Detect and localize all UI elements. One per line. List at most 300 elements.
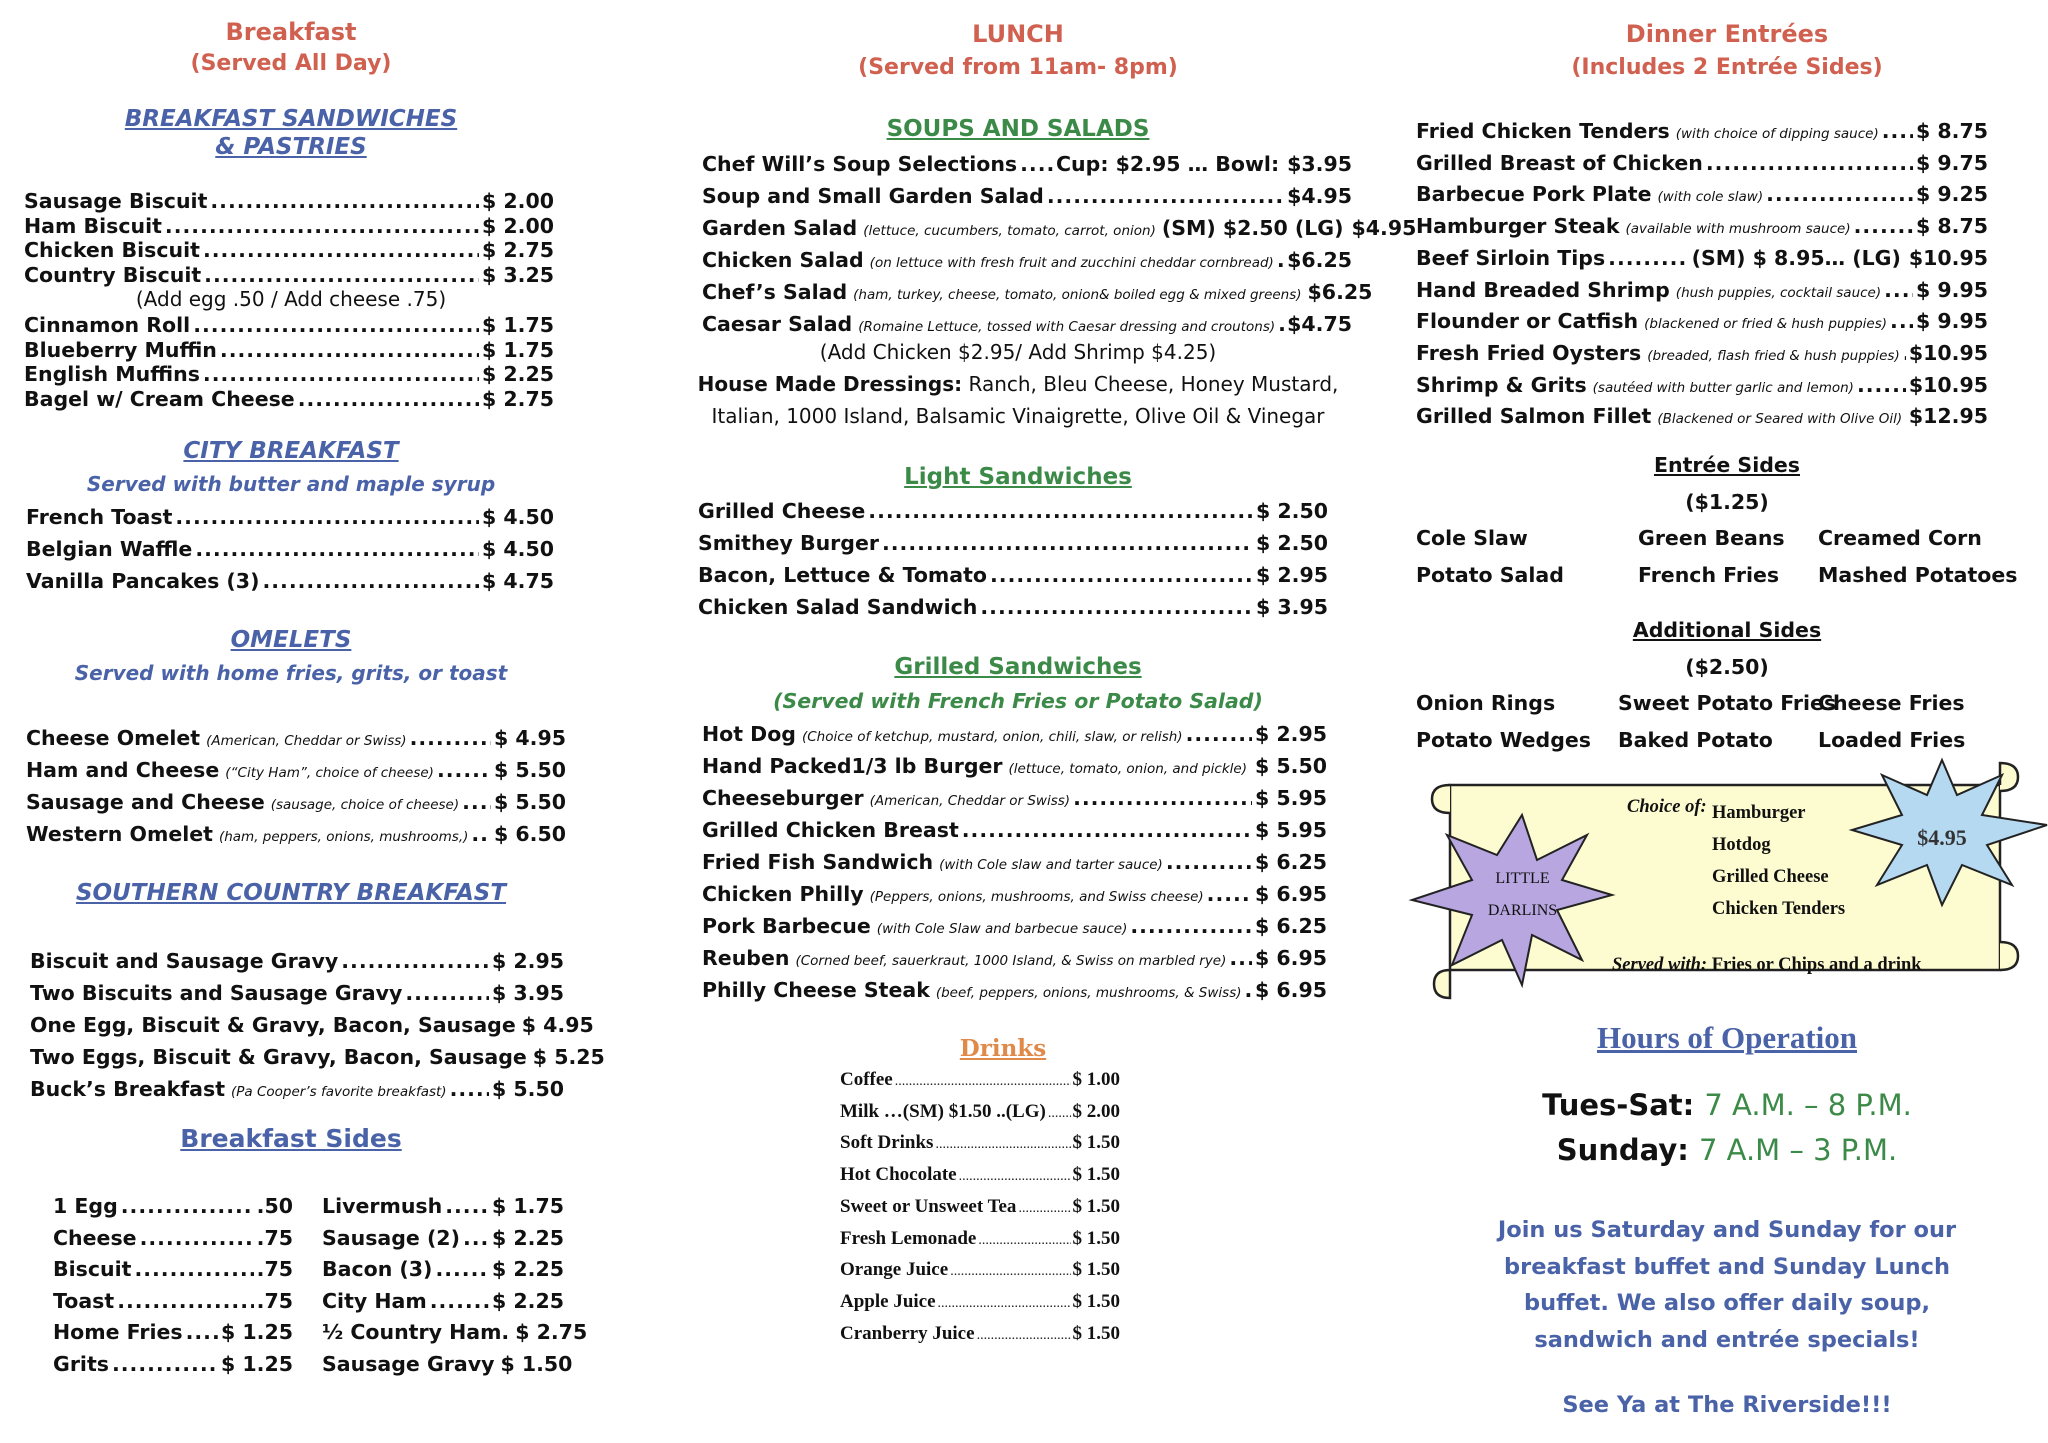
menu-item-row	[26, 821, 566, 847]
leader-dots	[962, 817, 1252, 843]
item-price: $ 1.25	[221, 1351, 293, 1376]
menu-item-row	[53, 1225, 293, 1251]
item-description: (sausage, choice of cheese)	[270, 797, 460, 813]
item-description: (blackened or fried & hush puppies)	[1644, 316, 1888, 333]
leader-dots	[1882, 118, 1913, 144]
item-price: $ 4.95	[521, 1013, 594, 1037]
item-name: Soup and Small Garden Salad	[702, 184, 1044, 208]
leader-dots	[175, 504, 479, 530]
item-price: $ 9.25	[1916, 182, 1988, 207]
dressings-list-1: Ranch, Bleu Cheese, Honey Mustard,	[968, 372, 1339, 396]
item-price: .75	[256, 1288, 293, 1313]
side-item: Mashed Potatoes	[1818, 563, 2018, 587]
item-name: Fried Fish Sandwich	[702, 850, 934, 874]
leader-dots	[882, 530, 1253, 556]
item-name: Grilled Chicken Breast	[702, 818, 959, 842]
leader-dots	[990, 562, 1253, 588]
item-price: $6.25	[1287, 248, 1352, 272]
served-with-text: Fries or Chips and a drink	[1711, 955, 1922, 975]
menu-item-row	[24, 312, 554, 338]
dinner-subtitle: (Includes 2 Entrée Sides)	[1571, 55, 1883, 80]
menu-item-row	[24, 337, 554, 363]
item-name: Grilled Salmon Fillet	[1416, 404, 1652, 429]
item-price: $ 2.50	[1256, 499, 1328, 523]
item-price: $ 1.25	[221, 1320, 293, 1344]
side-item: French Fries	[1638, 563, 1780, 587]
leader-dots	[959, 1169, 1071, 1185]
leader-dots	[203, 237, 479, 263]
item-name: Biscuit	[53, 1257, 132, 1281]
item-description: (breaded, flash fried & hush puppies)	[1647, 347, 1900, 364]
item-name: Two Biscuits and Sausage Gravy	[30, 981, 403, 1005]
item-name: ½ Country Ham.	[322, 1320, 510, 1344]
breakfast-title: Breakfast	[225, 18, 357, 46]
side-item: Sweet Potato Fries	[1618, 691, 1837, 715]
grilled-sandwiches-note: (Served with French Fries or Potato Salad)	[773, 689, 1263, 713]
dinner-title: Dinner Entrées	[1625, 20, 1829, 48]
item-name: Chicken Salad Sandwich	[698, 595, 978, 619]
menu-item-row	[1416, 213, 1988, 239]
item-description: (ham, turkey, cheese, tomato, onion& boiled egg & mixed greens)	[853, 287, 1302, 303]
leader-dots	[463, 1225, 489, 1251]
menu-item-row	[1416, 245, 1988, 271]
item-name: Fresh Fried Oysters	[1416, 340, 1642, 365]
item-name: Biscuit and Sausage Gravy	[30, 949, 339, 973]
menu-item-row	[53, 1351, 293, 1377]
item-name: Buck’s Breakfast	[30, 1077, 225, 1101]
leader-dots	[1706, 150, 1913, 176]
drink-name: Hot Chocolate	[840, 1164, 957, 1186]
addon-note: (Add egg .50 / Add cheese .75)	[135, 287, 447, 311]
item-description: (Romaine Lettuce, tossed with Caesar dressing and croutons)	[858, 319, 1276, 335]
item-price: $ 8.75	[1916, 214, 1988, 239]
leader-dots	[1130, 913, 1252, 939]
kids-choice: Grilled Cheese	[1712, 867, 1829, 887]
leader-dots	[1207, 881, 1252, 907]
leader-dots	[935, 1137, 1070, 1153]
item-price: $4.95	[1351, 216, 1417, 240]
item-name: Caesar Salad	[702, 312, 853, 336]
menu-item-row	[30, 980, 564, 1006]
item-name: Barbecue Pork Plate	[1416, 182, 1652, 207]
leader-dots	[895, 1074, 1071, 1090]
menu-item-row	[24, 361, 554, 387]
item-name: Hand Packed1/3 lb Burger	[702, 754, 1003, 778]
drink-name: Fresh Lemonade	[840, 1227, 977, 1249]
menu-item-row	[1416, 340, 1988, 366]
item-size-prices: Cup: $2.95 … Bowl:	[1056, 152, 1280, 176]
leader-dots	[298, 386, 479, 412]
item-price: $10.95	[1908, 340, 1988, 365]
item-name: Garden Salad	[702, 216, 858, 240]
item-name: Cinnamon Roll	[24, 313, 191, 337]
lunch-subtitle: (Served from 11am- 8pm)	[858, 55, 1178, 80]
leader-dots	[1857, 372, 1906, 398]
item-price: $ 2.95	[492, 949, 564, 973]
leader-dots	[1905, 403, 1906, 429]
item-name: Belgian Waffle	[26, 537, 193, 561]
badge-line-2: DARLINS	[1487, 902, 1558, 919]
menu-item-row	[702, 247, 1352, 273]
menu-item-row	[702, 977, 1327, 1003]
drink-price: $ 1.50	[1072, 1259, 1120, 1281]
item-size-prices: (SM) $ 8.95… (LG)	[1691, 245, 1901, 270]
leader-dots	[195, 536, 479, 562]
menu-item-row	[24, 262, 554, 288]
item-price: $10.95	[1908, 245, 1988, 270]
item-description: (beef, peppers, onions, mushrooms, & Swiss)	[935, 985, 1242, 1001]
hours-time-2: 7 A.M – 3 P.M.	[1698, 1133, 1898, 1167]
side-item: Green Beans	[1638, 526, 1785, 550]
item-name: Fried Chicken Tenders	[1416, 119, 1670, 143]
item-description: (Pa Cooper’s favorite breakfast)	[231, 1084, 447, 1100]
item-description: (Blackened or Seared with Olive Oil)	[1657, 411, 1903, 428]
item-price: $ 4.75	[482, 569, 554, 593]
drink-price: $ 1.50	[1072, 1322, 1120, 1344]
southern-heading: SOUTHERN COUNTRY BREAKFAST	[75, 880, 507, 906]
item-description: (American, Cheddar or Swiss)	[869, 793, 1071, 809]
item-name: Ham Biscuit	[24, 213, 162, 238]
item-name: Country Biscuit	[24, 262, 202, 287]
item-price: $4.75	[1287, 312, 1352, 336]
sandwiches-heading-2: & PASTRIES	[215, 134, 367, 160]
item-description: (ham, peppers, onions, mushrooms,)	[218, 829, 469, 845]
menu-item-row	[26, 536, 554, 562]
menu-item-row	[702, 311, 1352, 337]
lunch-title: LUNCH	[972, 20, 1064, 48]
leader-dots	[1018, 1201, 1070, 1217]
leader-dots	[117, 1288, 253, 1314]
item-name: Bacon, Lettuce & Tomato	[698, 563, 988, 587]
item-name: Sausage and Cheese	[26, 790, 265, 814]
menu-item-row	[30, 1044, 605, 1070]
menu-item-row	[702, 913, 1327, 939]
drink-name: Apple Juice	[840, 1290, 936, 1312]
soups-salads-heading: SOUPS AND SALADS	[886, 116, 1150, 142]
entree-sides-price: ($1.25)	[1685, 490, 1769, 514]
item-price: $ 5.50	[492, 1077, 564, 1101]
leader-dots	[112, 1351, 218, 1377]
item-description: (Peppers, onions, mushrooms, and Swiss cheese)	[869, 889, 1204, 905]
leader-dots	[1073, 785, 1252, 811]
side-item: Baked Potato	[1618, 728, 1773, 752]
item-name: Hamburger Steak	[1416, 214, 1620, 239]
item-name: Two Eggs, Biscuit & Gravy, Bacon, Sausage	[30, 1045, 527, 1069]
menu-item-row	[702, 183, 1352, 209]
menu-item-row	[702, 849, 1327, 875]
menu-item-row	[702, 785, 1327, 811]
menu-item-row	[26, 757, 566, 783]
drink-name: Soft Drinks	[840, 1132, 934, 1154]
hours-heading: Hours of Operation	[1596, 1020, 1858, 1055]
leader-dots	[262, 568, 479, 594]
leader-dots	[1186, 721, 1252, 747]
item-name: Vanilla Pancakes (3)	[26, 569, 260, 593]
menu-item-row	[702, 753, 1327, 779]
menu-item-row	[1416, 181, 1988, 207]
item-price: $ 4.50	[482, 505, 554, 529]
item-price: $ 3.95	[492, 981, 564, 1005]
item-price: $ 2.25	[492, 1288, 564, 1313]
sandwiches-heading: BREAKFAST SANDWICHES	[124, 106, 458, 132]
item-description: (hush puppies, cocktail sauce)	[1675, 284, 1882, 301]
item-price: $12.95	[1908, 404, 1988, 429]
menu-item-row	[322, 1288, 564, 1314]
drink-name: Milk …(SM) $1.50 ..(LG)	[840, 1100, 1046, 1122]
drink-name: Orange Juice	[840, 1259, 949, 1281]
promo-line: Join us Saturday and Sunday for our	[1497, 1217, 1957, 1243]
item-price: $ 2.75	[482, 386, 554, 411]
menu-item-row	[322, 1256, 564, 1282]
kids-served-with	[1612, 955, 1922, 976]
menu-item-row	[702, 881, 1327, 907]
item-description: (Corned beef, sauerkraut, 1000 Island, & Swiss on marbled rye)	[795, 953, 1227, 969]
leader-dots	[410, 725, 491, 751]
side-item: Creamed Corn	[1818, 526, 1982, 550]
hours-days-2: Sunday:	[1556, 1133, 1689, 1167]
drinks-heading: Drinks	[959, 1035, 1047, 1062]
item-name: Grilled Cheese	[698, 499, 866, 523]
item-name: Pork Barbecue	[702, 914, 871, 938]
promo-line: breakfast buffet and Sunday Lunch	[1504, 1253, 1950, 1280]
item-price: $ 3.95	[1256, 595, 1328, 619]
leader-dots	[186, 1319, 218, 1345]
leader-dots	[165, 213, 479, 239]
item-description: (American, Cheddar or Swiss)	[206, 733, 407, 749]
menu-item-row	[24, 237, 554, 263]
drink-row	[840, 1323, 1120, 1345]
item-price: $ 3.25	[482, 262, 554, 287]
badge-line-1: LITTLE	[1495, 870, 1550, 887]
menu-item-row	[702, 817, 1327, 843]
leader-dots	[140, 1225, 254, 1251]
dressings-line-1	[688, 372, 1348, 396]
item-name: Toast	[53, 1288, 115, 1313]
item-name: Grilled Breast of Chicken	[1416, 150, 1703, 175]
menu-item-row	[24, 213, 554, 239]
item-price: $ 2.00	[482, 213, 554, 238]
menu-item-row	[26, 568, 554, 594]
kids-menu-banner	[1372, 745, 2048, 1030]
kids-choice: Chicken Tenders	[1712, 899, 1846, 919]
item-name: Smithey Burger	[698, 531, 879, 555]
item-name: One Egg, Biscuit & Gravy, Bacon, Sausage	[30, 1013, 516, 1037]
item-price: .50	[256, 1194, 293, 1218]
item-price: .75	[256, 1225, 293, 1250]
menu-item-row	[702, 945, 1327, 971]
kids-choices-list	[1712, 797, 1845, 925]
item-name: French Toast	[26, 505, 173, 529]
item-description: (Choice of ketchup, mustard, onion, chili, slaw, or relish)	[801, 729, 1183, 745]
drink-row	[840, 1196, 1120, 1218]
drink-row	[840, 1164, 1120, 1186]
drink-row	[840, 1069, 1120, 1091]
item-name: Philly Cheese Steak	[702, 978, 930, 1002]
drink-row	[840, 1228, 1120, 1250]
menu-item-row	[26, 789, 566, 815]
item-name: Cheeseburger	[702, 786, 864, 810]
item-name: Hand Breaded Shrimp	[1416, 277, 1670, 302]
item-name: Chef’s Salad	[702, 280, 848, 304]
menu-item-row	[322, 1193, 564, 1219]
leader-dots	[1245, 977, 1253, 1003]
item-price: $ 2.75	[482, 238, 554, 262]
item-name: Sausage (2)	[322, 1225, 460, 1250]
menu-item-row	[702, 215, 1417, 241]
drink-row	[840, 1291, 1120, 1313]
item-price: $ 4.50	[482, 537, 554, 561]
item-price: $ 5.50	[1255, 754, 1327, 778]
side-item: Onion Rings	[1416, 691, 1556, 715]
menu-item-row	[53, 1319, 293, 1345]
omelets-note: Served with home fries, grits, or toast	[74, 661, 508, 685]
item-price: $ 2.95	[1256, 563, 1328, 587]
leader-dots	[1048, 1106, 1071, 1122]
item-price: $ 2.75	[515, 1320, 588, 1344]
item-name: Reuben	[702, 946, 790, 970]
leader-dots	[437, 757, 491, 783]
item-price: $ 2.00	[482, 189, 554, 213]
item-price: $ 5.95	[1255, 786, 1327, 810]
drink-row	[840, 1132, 1120, 1154]
grilled-sandwiches-heading: Grilled Sandwiches	[894, 654, 1142, 680]
side-item: Potato Salad	[1416, 563, 1564, 587]
leader-dots	[950, 1264, 1070, 1280]
item-name: Chicken Philly	[702, 882, 864, 906]
item-name: English Muffins	[24, 362, 200, 386]
light-sandwiches-heading: Light Sandwiches	[904, 464, 1132, 490]
menu-item-row	[702, 279, 1373, 305]
menu-item-row	[53, 1256, 293, 1282]
little-darlins-badge	[1460, 863, 1585, 927]
breakfast-sides-heading: Breakfast Sides	[180, 1124, 402, 1153]
leader-dots	[977, 1328, 1071, 1344]
item-price: $ 6.95	[1255, 882, 1327, 906]
item-price: .75	[256, 1257, 293, 1281]
leader-dots	[341, 948, 489, 974]
item-price: $ 2.95	[1255, 722, 1327, 746]
item-price: $ 9.95	[1916, 277, 1988, 302]
leader-dots	[1250, 753, 1252, 779]
leader-dots	[450, 1076, 489, 1102]
item-description: (available with mushroom sauce)	[1625, 221, 1851, 238]
promo-text	[1412, 1212, 2042, 1358]
leader-dots	[204, 262, 479, 288]
drink-price: $ 1.00	[1072, 1069, 1120, 1090]
item-price: $3.95	[1287, 152, 1352, 176]
leader-dots	[1608, 245, 1688, 271]
item-price: $10.95	[1908, 372, 1988, 397]
side-item: Cheese Fries	[1818, 691, 1965, 715]
leader-dots	[1229, 945, 1252, 971]
item-price: $ 5.50	[494, 790, 566, 814]
leader-dots	[1766, 181, 1913, 207]
leader-dots	[1047, 183, 1284, 209]
item-name: Grits	[53, 1351, 109, 1376]
leader-dots	[1890, 308, 1913, 334]
menu-item-row	[1416, 403, 1988, 429]
item-name: Hot Dog	[702, 722, 796, 746]
item-price: $ 6.95	[1255, 946, 1327, 970]
leader-dots	[1884, 277, 1913, 303]
item-name: Western Omelet	[26, 822, 213, 846]
item-price: $ 1.50	[500, 1351, 573, 1376]
menu-item-row	[698, 562, 1328, 588]
menu-item-row	[26, 504, 554, 530]
item-description: (with Cole slaw and tarter sauce)	[939, 857, 1163, 873]
leader-dots	[980, 594, 1253, 620]
dressings-line-2: Italian, 1000 Island, Balsamic Vinaigrette, Olive Oil & Vinegar	[711, 404, 1325, 428]
leader-dots	[445, 1193, 489, 1219]
item-name: Flounder or Catfish	[1416, 309, 1639, 334]
item-price: $ 2.25	[482, 362, 554, 386]
item-name: Chicken Biscuit	[24, 238, 200, 262]
item-price: $ 5.50	[494, 758, 566, 782]
leader-dots	[1277, 247, 1284, 273]
menu-item-row	[24, 386, 554, 412]
item-description: (“City Ham”, choice of cheese)	[225, 765, 434, 781]
leader-dots	[1020, 151, 1053, 177]
leader-dots	[210, 188, 479, 214]
hours-time-1: 7 A.M. – 8 P.M.	[1704, 1088, 1912, 1122]
item-price: $ 6.25	[1255, 914, 1327, 938]
drink-price: $ 1.50	[1072, 1195, 1120, 1217]
promo-line: sandwich and entrée specials!	[1534, 1326, 1920, 1353]
drink-name: Coffee	[840, 1069, 893, 1090]
hours-days-1: Tues-Sat:	[1542, 1088, 1695, 1122]
item-price: $ 9.75	[1916, 150, 1988, 175]
leader-dots	[220, 337, 479, 363]
breakfast-subtitle: (Served All Day)	[190, 51, 392, 76]
menu-item-row	[1416, 150, 1988, 176]
menu-item-row	[322, 1351, 573, 1377]
city-breakfast-heading: CITY BREAKFAST	[183, 438, 399, 464]
drink-row	[840, 1101, 1120, 1123]
item-price: $ 2.25	[492, 1257, 564, 1281]
side-item: Potato Wedges	[1416, 728, 1592, 752]
item-price: $ 6.25	[1255, 850, 1327, 874]
item-price: $ 4.95	[494, 726, 566, 750]
promo-line: buffet. We also offer daily soup,	[1523, 1290, 1931, 1316]
item-description: (on lettuce with fresh fruit and zucchini cheddar cornbread)	[869, 255, 1274, 271]
drink-row	[840, 1259, 1120, 1281]
leader-dots	[134, 1256, 253, 1282]
item-description: (lettuce, tomato, onion, and pickle)	[1008, 761, 1247, 777]
item-price: $ 6.50	[494, 822, 566, 846]
item-name: Bacon (3)	[322, 1257, 433, 1281]
additional-sides-heading: Additional Sides	[1632, 618, 1822, 642]
item-description: (with cole slaw)	[1657, 189, 1764, 206]
item-name: Blueberry Muffin	[24, 337, 217, 362]
menu-item-row	[30, 948, 564, 974]
item-description: (lettuce, cucumbers, tomato, carrot, onion)	[863, 223, 1156, 239]
item-price: $ 1.75	[482, 337, 554, 362]
menu-item-row	[53, 1193, 293, 1219]
item-name: Cheese	[53, 1225, 137, 1250]
item-name: Sausage Gravy	[322, 1351, 495, 1376]
drink-price: $ 1.50	[1072, 1227, 1120, 1249]
hours-row-1	[1412, 1088, 2042, 1122]
menu-item-row	[1416, 277, 1988, 303]
served-with-label: Served with:	[1612, 955, 1708, 975]
item-description: (with choice of dipping sauce)	[1675, 126, 1879, 142]
side-item: Loaded Fries	[1818, 728, 1966, 752]
item-name: Home Fries	[53, 1320, 183, 1344]
item-name: Beef Sirloin Tips	[1416, 245, 1606, 270]
item-description: (sautéed with butter garlic and lemon)	[1592, 379, 1854, 396]
item-name: Bagel w/ Cream Cheese	[24, 386, 295, 411]
item-name: Shrimp & Grits	[1416, 372, 1587, 397]
